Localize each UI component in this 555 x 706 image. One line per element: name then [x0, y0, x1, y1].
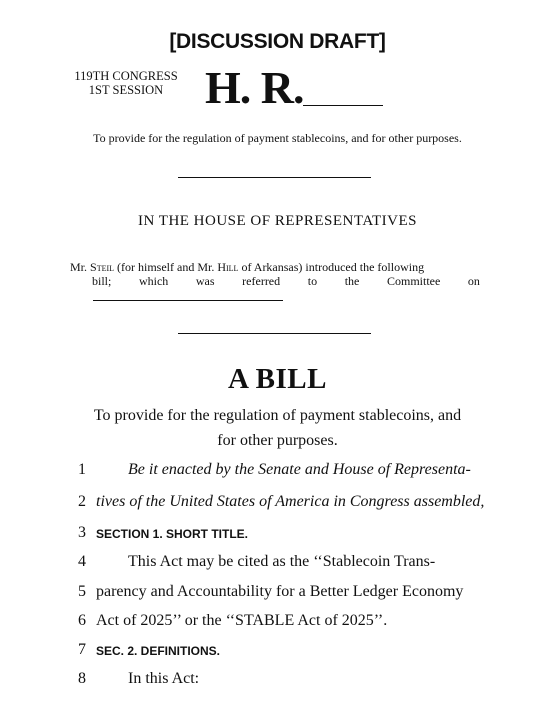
congress-session-block [60, 69, 192, 97]
enacting-clause-line: Be it enacted by the Senate and House of Representa- [128, 461, 471, 478]
line-number: 8 [78, 670, 86, 687]
discussion-draft-label: [DISCUSSION DRAFT] [169, 30, 386, 53]
bill-title: A BILL [228, 363, 327, 395]
line-number: 4 [78, 553, 86, 570]
introduction-line-2: bill; which was referred to the Committee on [92, 274, 480, 288]
session-label: 1ST SESSION [88, 83, 164, 97]
body-text-line: Act of 2025’’ or the ‘‘STABLE Act of 2025’’. [96, 612, 388, 629]
introduction-paragraph [70, 260, 480, 288]
introduction-line-1: Mr. Steil (for himself and Mr. Hill of Arkansas) introduced the following [70, 260, 425, 274]
section-heading: SEC. 2. DEFINITIONS. [96, 644, 221, 658]
line-number: 7 [78, 641, 86, 658]
chamber-heading: IN THE HOUSE OF REPRESENTATIVES [137, 213, 418, 229]
line-number: 5 [78, 583, 86, 600]
body-text-line: parency and Accountability for a Better Ledger Economy [96, 583, 464, 600]
body-text-line: This Act may be cited as the ‘‘Stablecoin Trans- [128, 553, 436, 570]
section-heading: SECTION 1. SHORT TITLE. [96, 527, 249, 541]
line-number: 6 [78, 612, 86, 629]
divider-top [178, 177, 371, 178]
divider-middle [178, 333, 371, 334]
line-number: 2 [78, 493, 86, 510]
line-number: 3 [78, 524, 86, 541]
short-purpose: To provide for the regulation of payment stablecoins, and for other purposes. [93, 131, 462, 145]
enacting-clause-line: tives of the United States of America in Congress assembled, [96, 493, 485, 510]
bill-purpose: To provide for the regulation of payment stablecoins, and for other purposes. [93, 407, 462, 449]
body-text-line: In this Act: [128, 670, 200, 687]
line-number: 1 [78, 461, 86, 478]
congress-label: 119TH CONGRESS [74, 69, 178, 83]
committee-blank [93, 300, 283, 301]
cosponsor-name: Hill [217, 260, 239, 274]
sponsor-name: Steil [90, 260, 115, 274]
bill-number: H. R. [205, 62, 304, 113]
bill-number-blank [303, 105, 383, 106]
